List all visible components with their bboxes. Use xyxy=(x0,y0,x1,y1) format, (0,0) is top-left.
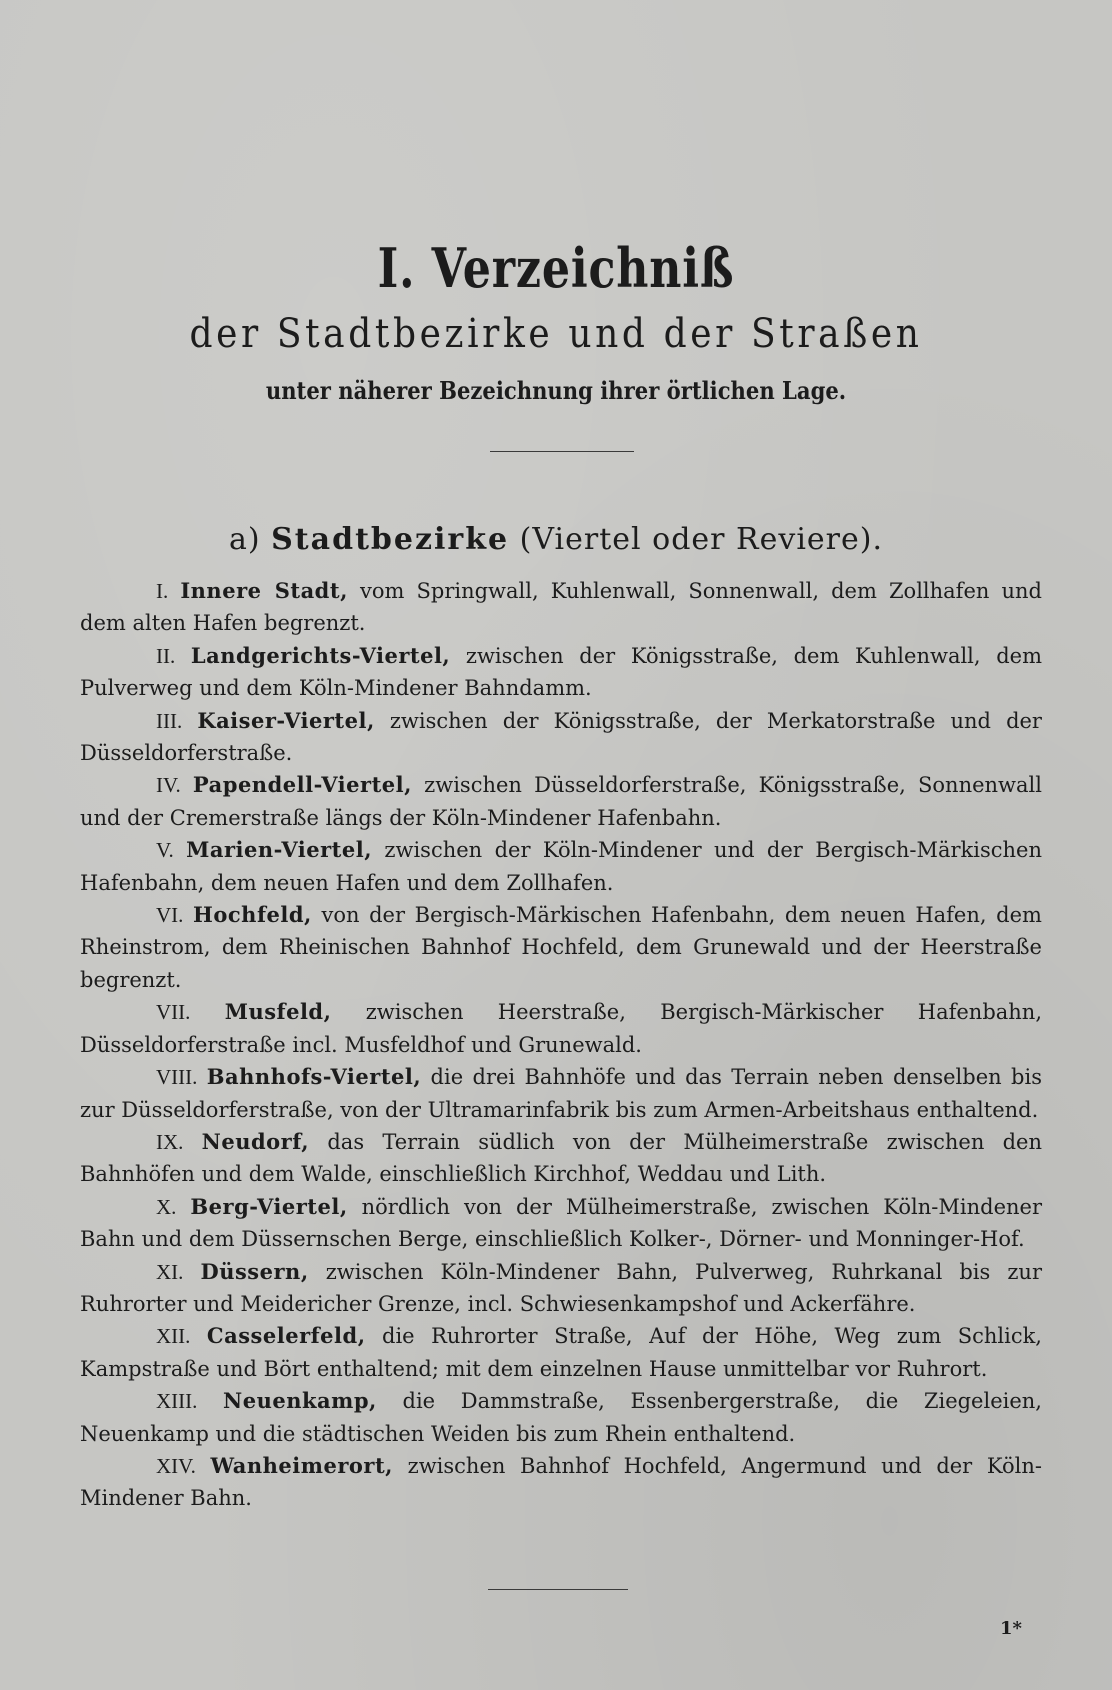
page-title: I. Verzeichniß xyxy=(377,236,735,300)
page-header xyxy=(0,238,1112,406)
district-entry xyxy=(80,575,1042,640)
district-number: II. xyxy=(156,643,176,668)
district-name: Landgerichts-Viertel, xyxy=(190,642,451,668)
district-description: zwischen der Köln-Mindener und der Bergisch-Märkischen Hafenbahn, dem neuen Hafen und dem Zollhafen. xyxy=(80,838,1042,895)
district-description: nördlich von der Mülheimerstraße, zwischen Köln-Mindener Bahn und dem Düssernschen Berge, einschließlich Kolker-, Dörner- und Monninger-Hof. xyxy=(80,1194,1042,1252)
section-heading-text: Stadtbezirke xyxy=(271,522,510,557)
district-entry xyxy=(80,1256,1042,1321)
district-entry xyxy=(80,899,1042,996)
footer-divider xyxy=(488,1589,628,1590)
district-entry xyxy=(80,1450,1042,1515)
district-name: Hochfeld, xyxy=(193,902,312,928)
district-number: XI. xyxy=(156,1259,184,1284)
district-entry xyxy=(80,1191,1042,1256)
district-description: von der Bergisch-Märkischen Hafenbahn, dem neuen Hafen, dem Rheinstrom, dem Rheinischen Bahnhof Hochfeld, dem Grunewald und der Heerstraße begrenzt. xyxy=(80,903,1042,992)
district-name: Papendell-Viertel, xyxy=(192,772,412,798)
district-description: die Dammstraße, Essenbergerstraße, die Ziegeleien, Neuenkamp und die städtischen Weiden bis zum Rhein enthaltend. xyxy=(80,1389,1042,1446)
district-entry xyxy=(80,1385,1042,1450)
district-name: Düssern, xyxy=(200,1258,309,1284)
district-number: VIII. xyxy=(156,1065,198,1090)
district-entry xyxy=(80,1320,1042,1385)
district-entry xyxy=(80,996,1042,1061)
district-number: VII. xyxy=(156,1000,191,1025)
district-list xyxy=(80,575,1042,1515)
section-heading-note: (Viertel oder Reviere). xyxy=(519,522,883,557)
district-name: Neuenkamp, xyxy=(223,1388,377,1414)
district-description: zwischen Heerstraße, Bergisch-Märkischer Hafenbahn, Düsseldorferstraße incl. Musfeldhof und Grunewald. xyxy=(80,1000,1043,1057)
district-description: zwischen der Königsstraße, der Merkatorstraße und der Düsseldorferstraße. xyxy=(80,708,1042,766)
district-number: IX. xyxy=(156,1129,184,1154)
district-name: Innere Stadt, xyxy=(180,578,348,603)
section-label: a) xyxy=(228,522,261,557)
district-number: XIV. xyxy=(156,1453,196,1478)
district-description: zwischen der Königsstraße, dem Kuhlenwall, dem Pulverweg und dem Köln-Mindener Bahndamm. xyxy=(80,643,1042,701)
district-description: zwischen Köln-Mindener Bahn, Pulverweg, Ruhrkanal bis zur Ruhrorter und Meidericher Grenze, incl. Schwiesenkampshof und Ackerfähre. xyxy=(80,1259,1042,1316)
district-description: die drei Bahnhöfe und das Terrain neben denselben bis zur Düsseldorferstraße, von der Ultramarinfabrik bis zum Armen-Arbeitshaus enthaltend. xyxy=(80,1065,1042,1122)
district-description: zwischen Düsseldorferstraße, Königsstraße, Sonnenwall und der Cremerstraße längs der Köln-Mindener Hafenbahn. xyxy=(80,773,1042,830)
district-number: I. xyxy=(156,579,169,603)
page-number: 1* xyxy=(1000,1618,1022,1639)
district-description: vom Springwall, Kuhlenwall, Sonnenwall, dem Zollhafen und dem alten Hafen begrenzt. xyxy=(80,579,1042,636)
district-name: Bahnhofs-Viertel, xyxy=(206,1064,422,1090)
district-number: VI. xyxy=(156,903,184,928)
district-entry xyxy=(80,1061,1042,1126)
page-subsubtitle: unter näherer Bezeichnung ihrer örtlichen Lage. xyxy=(265,376,847,405)
district-number: X. xyxy=(156,1194,177,1219)
district-name: Casselerfeld, xyxy=(206,1323,366,1349)
district-description: zwischen Bahnhof Hochfeld, Angermund und der Köln-Mindener Bahn. xyxy=(80,1453,1042,1511)
header-divider xyxy=(490,451,634,452)
district-number: XII. xyxy=(156,1324,191,1349)
district-name: Musfeld, xyxy=(224,999,332,1025)
district-description: das Terrain südlich von der Mülheimerstraße zwischen den Bahnhöfen und dem Walde, einschließlich Kirchhof, Weddau und Lith. xyxy=(80,1129,1042,1187)
district-number: III. xyxy=(156,708,183,733)
district-entry xyxy=(80,769,1042,834)
district-entry xyxy=(80,1126,1042,1191)
district-description: die Ruhrorter Straße, Auf der Höhe, Weg zum Schlick, Kampstraße und Bört enthaltend; mit dem einzelnen Hause unmittelbar vor Ruhrort. xyxy=(80,1324,1042,1381)
section-heading xyxy=(0,522,1112,558)
district-number: IV. xyxy=(156,773,181,798)
district-name: Wanheimerort, xyxy=(210,1452,393,1478)
district-entry xyxy=(80,834,1042,899)
district-name: Berg-Viertel, xyxy=(190,1193,348,1219)
district-number: XIII. xyxy=(156,1389,198,1414)
district-number: V. xyxy=(156,838,174,863)
page-subtitle: der Stadtbezirke und der Straßen xyxy=(189,311,923,357)
district-name: Kaiser-Viertel, xyxy=(197,707,375,733)
district-name: Marien-Viertel, xyxy=(186,837,373,863)
district-entry xyxy=(80,640,1042,705)
district-name: Neudorf, xyxy=(201,1128,310,1154)
district-entry xyxy=(80,705,1042,770)
